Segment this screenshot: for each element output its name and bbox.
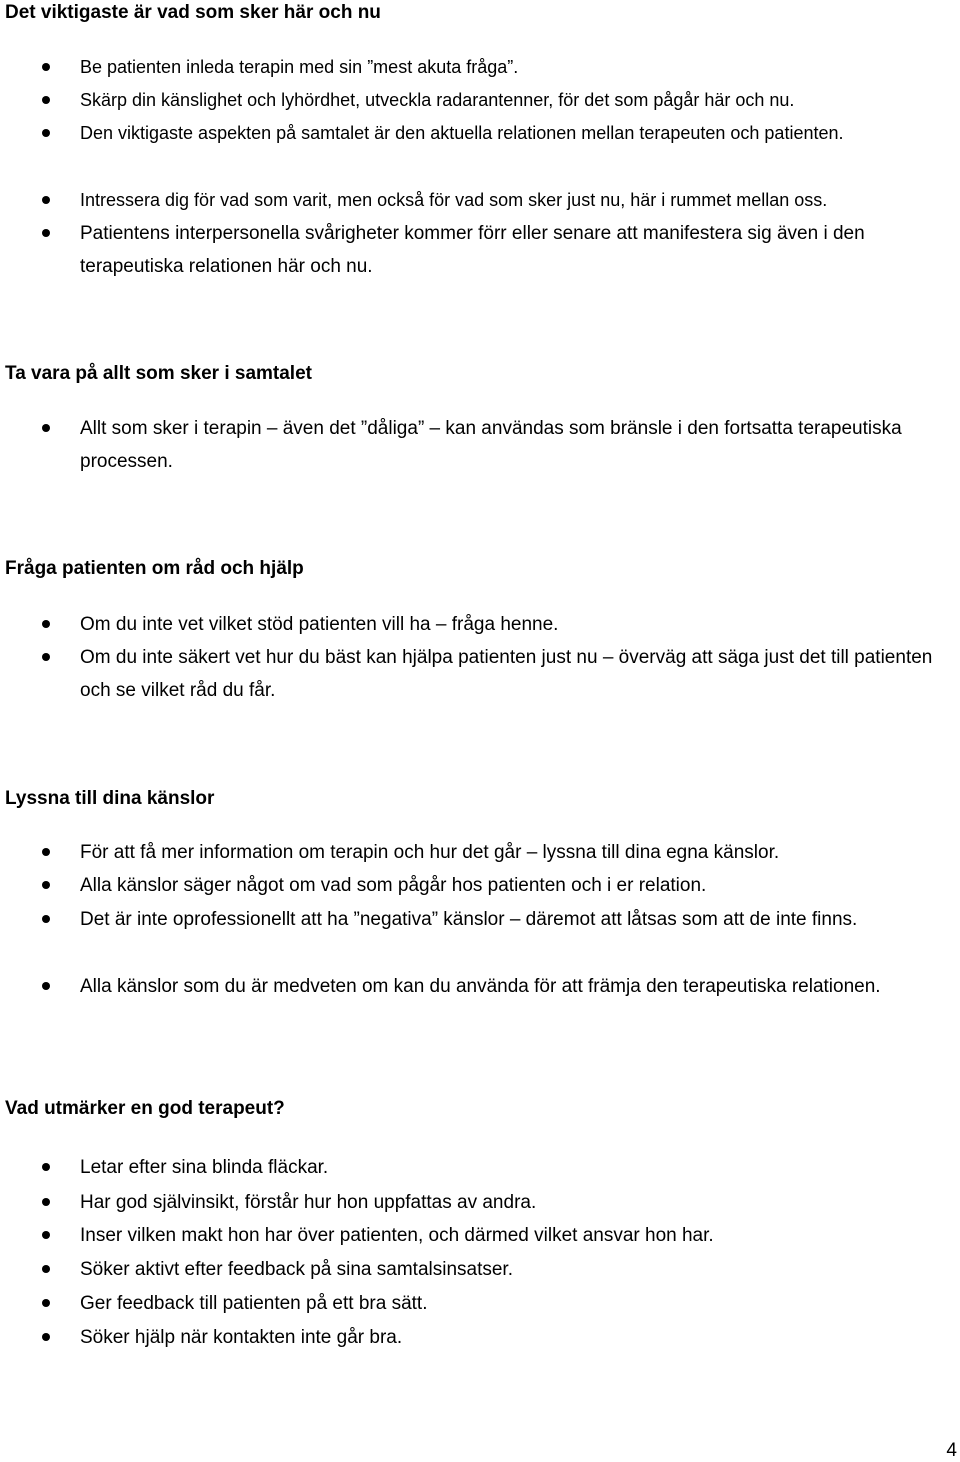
list-item-text: Ger feedback till patienten på ett bra sätt. (80, 1293, 428, 1314)
list-item-text: Skärp din känslighet och lyhördhet, utveckla radarantenner, för det som pågår här och nu. (80, 90, 795, 110)
bullet-icon (42, 96, 50, 104)
bullet-icon (42, 129, 50, 137)
list-item-text: Det är inte oprofessionellt att ha ”negativa” känslor – däremot att låtsas som att de inte finns. (80, 909, 858, 930)
section-heading-feelings: Lyssna till dina känslor (5, 788, 215, 809)
bullet-icon (42, 229, 50, 237)
bullet-icon (42, 1198, 50, 1206)
bullet-icon (42, 424, 50, 432)
section-heading-here-and-now: Det viktigaste är vad som sker här och nu (5, 2, 381, 23)
list-item-text: Allt som sker i terapin – även det ”dåliga” – kan användas som bränsle i den fortsatta terapeutiska processen. (80, 418, 902, 472)
bullet-icon (42, 1333, 50, 1341)
page-number: 4 (946, 1440, 957, 1461)
list-item-text: Alla känslor säger något om vad som pågår hos patienten och i er relation. (80, 875, 707, 896)
list-item-text: Söker hjälp när kontakten inte går bra. (80, 1327, 403, 1348)
bullet-icon (42, 620, 50, 628)
bullet-icon (42, 982, 50, 990)
bullet-icon (42, 915, 50, 923)
bullet-icon (42, 653, 50, 661)
section-heading-ask-patient: Fråga patienten om råd och hjälp (5, 558, 304, 579)
list-item-text: Patientens interpersonella svårigheter kommer förr eller senare att manifestera sig även i den terapeutiska relationen här och nu. (80, 223, 865, 277)
list-item-text: Söker aktivt efter feedback på sina samtalsinsatser. (80, 1259, 513, 1280)
list-item-text: Om du inte vet vilket stöd patienten vill ha – fråga henne. (80, 614, 559, 635)
bullet-icon (42, 196, 50, 204)
bullet-icon (42, 1265, 50, 1273)
bullet-icon (42, 1231, 50, 1239)
bullet-icon (42, 848, 50, 856)
list-item-text: Be patienten inleda terapin med sin ”mest akuta fråga”. (80, 57, 519, 77)
bullet-icon (42, 1299, 50, 1307)
list-item-text: Har god självinsikt, förstår hur hon uppfattas av andra. (80, 1192, 537, 1213)
section-heading-take-care: Ta vara på allt som sker i samtalet (5, 363, 312, 384)
list-item-text: Om du inte säkert vet hur du bäst kan hjälpa patienten just nu – överväg att säga just det till patienten och se vilket råd du får. (80, 647, 933, 701)
bullet-icon (42, 1163, 50, 1171)
list-item-text: Intressera dig för vad som varit, men också för vad som sker just nu, här i rummet mellan oss. (80, 190, 828, 210)
list-item-text: För att få mer information om terapin och hur det går – lyssna till dina egna känslor. (80, 842, 780, 863)
list-item-text: Inser vilken makt hon har över patienten, och därmed vilket ansvar hon har. (80, 1225, 714, 1246)
list-item-text: Den viktigaste aspekten på samtalet är den aktuella relationen mellan terapeuten och patienten. (80, 123, 844, 143)
section-heading-good-therapist: Vad utmärker en god terapeut? (5, 1098, 285, 1119)
bullet-icon (42, 63, 50, 71)
bullet-icon (42, 881, 50, 889)
list-item-text: Alla känslor som du är medveten om kan du använda för att främja den terapeutiska relationen. (80, 976, 881, 997)
list-item-text: Letar efter sina blinda fläckar. (80, 1157, 329, 1178)
